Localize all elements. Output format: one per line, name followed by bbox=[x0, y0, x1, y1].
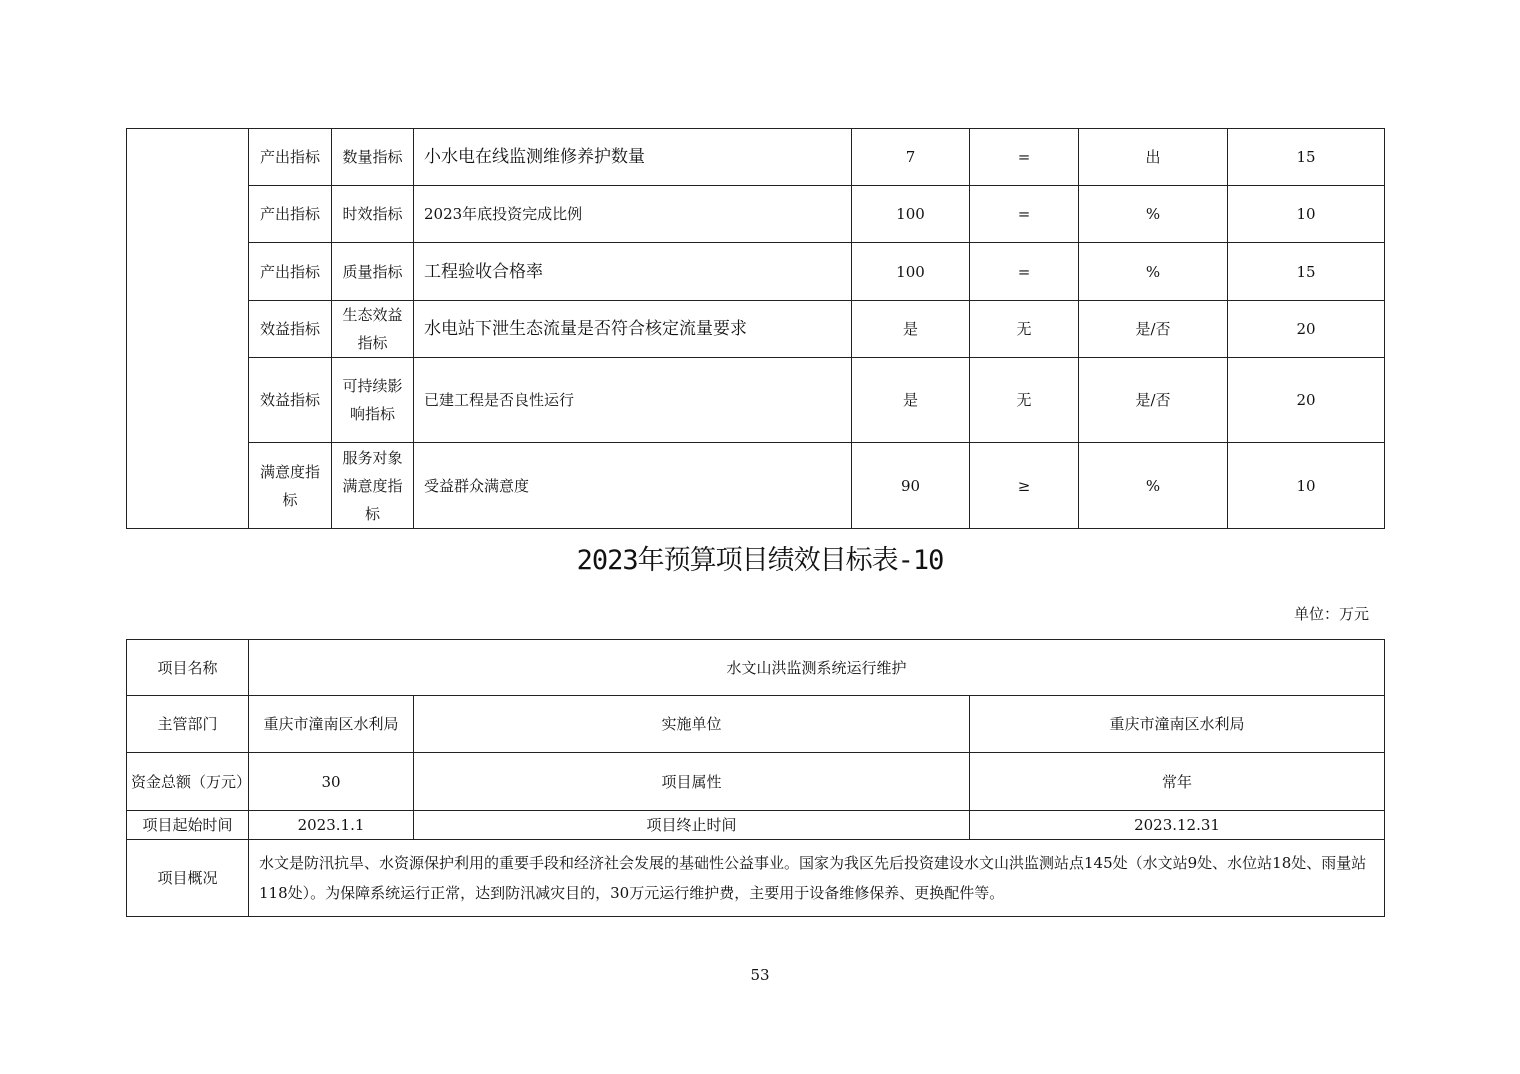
value-cell: 是 bbox=[852, 358, 970, 443]
end-label: 项目终止时间 bbox=[414, 811, 970, 840]
level1-cell: 效益指标 bbox=[249, 301, 332, 358]
summary-label: 项目概况 bbox=[127, 840, 249, 917]
indicator-cell: 2023年底投资完成比例 bbox=[414, 186, 852, 243]
level2-cell: 数量指标 bbox=[332, 129, 414, 186]
level1-cell: 产出指标 bbox=[249, 186, 332, 243]
value-cell: 是 bbox=[852, 301, 970, 358]
weight-cell: 15 bbox=[1228, 129, 1385, 186]
indicator-cell: 水电站下泄生态流量是否符合核定流量要求 bbox=[414, 301, 852, 358]
weight-cell: 20 bbox=[1228, 358, 1385, 443]
attr-label: 项目属性 bbox=[414, 753, 970, 811]
level1-cell: 产出指标 bbox=[249, 129, 332, 186]
project-name-value: 水文山洪监测系统运行维护 bbox=[249, 640, 1385, 696]
impl-value: 重庆市潼南区水利局 bbox=[970, 696, 1385, 753]
unit-cell: 出 bbox=[1079, 129, 1228, 186]
indicator-cell: 小水电在线监测维修养护数量 bbox=[414, 129, 852, 186]
weight-cell: 15 bbox=[1228, 243, 1385, 301]
weight-cell: 10 bbox=[1228, 443, 1385, 529]
blank-merged-cell bbox=[127, 129, 249, 529]
performance-indicator-table bbox=[126, 128, 1385, 529]
unit-cell: % bbox=[1079, 186, 1228, 243]
start-label: 项目起始时间 bbox=[127, 811, 249, 840]
project-info-table bbox=[126, 639, 1385, 917]
impl-label: 实施单位 bbox=[414, 696, 970, 753]
operator-cell: ≥ bbox=[970, 443, 1079, 529]
unit-cell: % bbox=[1079, 243, 1228, 301]
level1-cell: 效益指标 bbox=[249, 358, 332, 443]
dept-label: 主管部门 bbox=[127, 696, 249, 753]
table-row bbox=[127, 358, 1385, 443]
start-value: 2023.1.1 bbox=[249, 811, 414, 840]
project-name-label: 项目名称 bbox=[127, 640, 249, 696]
operator-cell: 无 bbox=[970, 358, 1079, 443]
page-title: 2023年预算项目绩效目标表-10 bbox=[576, 545, 944, 576]
fund-label: 资金总额（万元） bbox=[127, 753, 249, 811]
operator-cell: = bbox=[970, 243, 1079, 301]
weight-cell: 20 bbox=[1228, 301, 1385, 358]
unit-label: 单位：万元 bbox=[1294, 605, 1370, 623]
weight-cell: 10 bbox=[1228, 186, 1385, 243]
table-row bbox=[127, 640, 1385, 696]
page-number: 53 bbox=[750, 966, 770, 984]
operator-cell: = bbox=[970, 186, 1079, 243]
value-cell: 7 bbox=[852, 129, 970, 186]
table-row bbox=[127, 753, 1385, 811]
table-row bbox=[127, 811, 1385, 840]
end-value: 2023.12.31 bbox=[970, 811, 1385, 840]
level1-cell: 产出指标 bbox=[249, 243, 332, 301]
level2-cell: 可持续影响指标 bbox=[332, 358, 414, 443]
value-cell: 90 bbox=[852, 443, 970, 529]
summary-text: 水文是防汛抗旱、水资源保护利用的重要手段和经济社会发展的基础性公益事业。国家为我区先后投资建设水文山洪监测站点145处（水文站9处、水位站18处、雨量站118处）。为保障系统运行正常，达到防汛减灾目的，30万元运行维护费，主要用于设备维修保养、更换配件等。 bbox=[249, 840, 1385, 917]
dept-value: 重庆市潼南区水利局 bbox=[249, 696, 414, 753]
unit-cell: % bbox=[1079, 443, 1228, 529]
fund-value: 30 bbox=[249, 753, 414, 811]
unit-cell: 是/否 bbox=[1079, 301, 1228, 358]
table-row bbox=[127, 696, 1385, 753]
table-row bbox=[127, 129, 1385, 186]
operator-cell: = bbox=[970, 129, 1079, 186]
level2-cell: 服务对象满意度指标 bbox=[332, 443, 414, 529]
indicator-cell: 工程验收合格率 bbox=[414, 243, 852, 301]
table-row bbox=[127, 840, 1385, 917]
value-cell: 100 bbox=[852, 186, 970, 243]
table-row bbox=[127, 243, 1385, 301]
indicator-cell: 已建工程是否良性运行 bbox=[414, 358, 852, 443]
table-row bbox=[127, 186, 1385, 243]
value-cell: 100 bbox=[852, 243, 970, 301]
level1-cell: 满意度指标 bbox=[249, 443, 332, 529]
operator-cell: 无 bbox=[970, 301, 1079, 358]
attr-value: 常年 bbox=[970, 753, 1385, 811]
level2-cell: 时效指标 bbox=[332, 186, 414, 243]
unit-cell: 是/否 bbox=[1079, 358, 1228, 443]
level2-cell: 质量指标 bbox=[332, 243, 414, 301]
table-row bbox=[127, 443, 1385, 529]
table-row bbox=[127, 301, 1385, 358]
level2-cell: 生态效益指标 bbox=[332, 301, 414, 358]
indicator-cell: 受益群众满意度 bbox=[414, 443, 852, 529]
